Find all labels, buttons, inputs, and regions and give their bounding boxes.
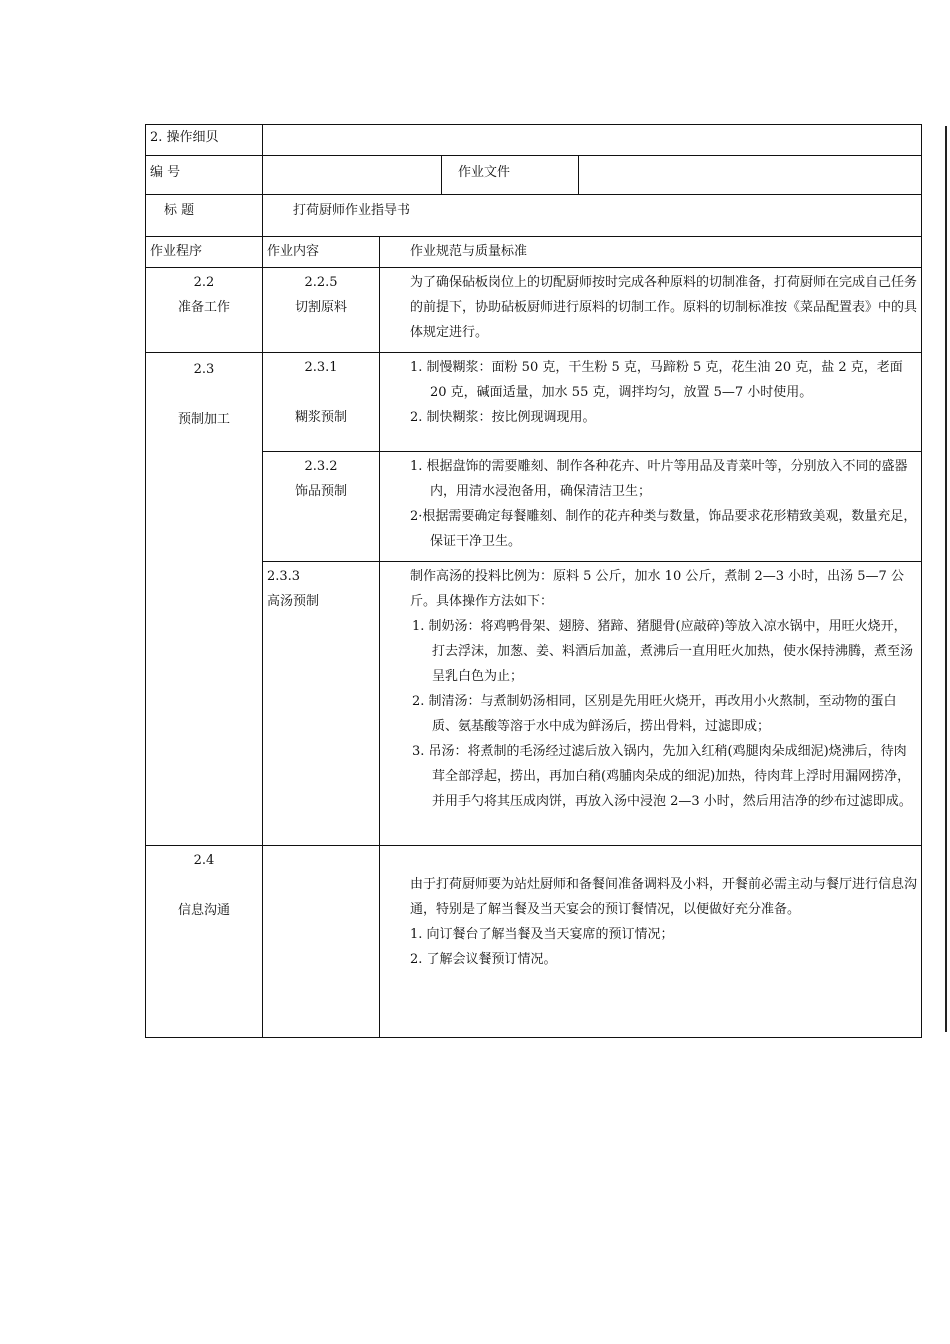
row-2-3-2 — [146, 452, 922, 562]
proc-2-4-name: 信息沟通 — [177, 903, 230, 918]
proc-2-2-num: 2.2 — [193, 275, 215, 290]
proc-2-4 — [146, 846, 263, 1038]
standard-2-3-2 — [380, 452, 922, 562]
list-item: 1. 制奶汤：将鸡鸭骨架、翅膀、猪蹄、猪腿骨(应敲碎)等放入凉水锅中，用旺火烧开，打去浮沫，加葱、姜、料酒后加盖，煮沸后一直用旺火加热，使水保持沸腾，煮至汤呈乳白色为止； — [412, 619, 914, 684]
proc-2-3 — [146, 353, 263, 846]
number-value — [263, 156, 442, 195]
content-2-2-5-name: 切割原料 — [294, 300, 347, 315]
page-edge-line — [945, 126, 947, 1032]
doc-value — [579, 156, 922, 195]
list-item: 2. 制快糊浆：按比例现调现用。 — [410, 410, 596, 425]
list-item: 1. 制慢糊浆：面粉 50 克，干生粉 5 克，马蹄粉 5 克，花生油 20 克，盐 2 克，老面 20 克，碱面适量，加水 55 克，调拌均匀，放置 5—7 小时使用。 — [410, 360, 903, 400]
col-header-standard: 作业规范与质量标准 — [380, 237, 922, 268]
number-label: 编 号 — [146, 156, 263, 195]
content-2-2-5-num: 2.2.5 — [304, 275, 338, 290]
proc-2-3-name: 预制加工 — [177, 412, 230, 427]
standard-2-3-3-intro: 制作高汤的投料比例为：原料 5 公斤，加水 10 公斤，煮制 2—3 小时，出汤 5—7 公斤。具体操作方法如下： — [410, 569, 904, 609]
work-instruction-table — [145, 124, 922, 1038]
content-2-4 — [263, 846, 380, 1038]
proc-2-4-num: 2.4 — [193, 853, 215, 868]
list-item: 2·根据需要确定每餐雕刻、制作的花卉种类与数量，饰品要求花形精致美观，数量充足，保证干净卫生。 — [410, 509, 917, 549]
title-label: 标 题 — [146, 195, 263, 237]
proc-2-2 — [146, 268, 263, 353]
col-header-content: 作业内容 — [263, 237, 380, 268]
row-2-3-1 — [146, 353, 922, 452]
standard-2-4-intro: 由于打荷厨师要为站灶厨师和备餐间准备调料及小料，开餐前必需主动与餐厅进行信息沟通，特别是了解当餐及当天宴会的预订餐情况，以便做好充分准备。 — [410, 877, 918, 917]
standard-2-2-5: 为了确保砧板岗位上的切配厨师按时完成各种原料的切制准备，打荷厨师在完成自己任务的前提下，协助砧板厨师进行原料的切制工作。原料的切制标准按《菜品配置表》中的具体规定进行。 — [380, 268, 922, 353]
content-2-3-3-name: 高汤预制 — [267, 594, 320, 609]
list-item: 2. 了解会议餐预订情况。 — [410, 952, 557, 967]
content-2-3-1-num: 2.3.1 — [304, 360, 338, 375]
list-item: 1. 向订餐台了解当餐及当天宴席的预订情况； — [410, 927, 674, 942]
section-header-row — [146, 125, 922, 156]
standard-2-3-1 — [380, 353, 922, 452]
row-2-2 — [146, 268, 922, 353]
content-2-3-2-num: 2.3.2 — [304, 459, 338, 474]
content-2-3-1 — [263, 353, 380, 452]
title-row — [146, 195, 922, 237]
title-value: 打荷厨师作业指导书 — [263, 195, 922, 237]
doc-label: 作业文件 — [442, 156, 579, 195]
proc-2-2-name: 准备工作 — [177, 300, 230, 315]
content-2-3-2-name: 饰品预制 — [294, 484, 347, 499]
content-2-3-3 — [263, 562, 380, 846]
section-label: 2. 操作细贝 — [146, 125, 263, 156]
row-2-4 — [146, 846, 922, 1038]
content-2-3-1-name: 糊浆预制 — [294, 410, 347, 425]
row-2-3-3 — [146, 562, 922, 846]
standard-2-4 — [380, 846, 922, 1038]
content-2-3-3-num: 2.3.3 — [267, 569, 301, 584]
list-item: 1. 根据盘饰的需要雕刻、制作各种花卉、叶片等用品及青菜叶等，分别放入不同的盛器内，用清水浸泡备用，确保清洁卫生； — [410, 459, 908, 499]
proc-2-3-num: 2.3 — [193, 362, 215, 377]
col-header-procedure: 作业程序 — [146, 237, 263, 268]
number-row — [146, 156, 922, 195]
section-blank — [263, 125, 922, 156]
content-2-2-5 — [263, 268, 380, 353]
content-2-3-2 — [263, 452, 380, 562]
standard-2-3-3 — [380, 562, 922, 846]
column-header-row — [146, 237, 922, 268]
list-item: 3. 吊汤：将煮制的毛汤经过滤后放入锅内，先加入红稍(鸡腿肉朵成细泥)烧沸后，待肉茸全部浮起，捞出，再加白稍(鸡脯肉朵成的细泥)加热，待肉茸上浮时用漏网捞净，并用手勺将其压成肉饼，再放入汤中浸泡 2—3 小时，然后用洁净的纱布过滤即成。 — [412, 744, 912, 809]
list-item: 2. 制清汤：与煮制奶汤相同，区别是先用旺火烧开，再改用小火熬制，至动物的蛋白质、氨基酸等溶于水中成为鲜汤后，捞出骨料，过滤即成； — [412, 694, 897, 734]
